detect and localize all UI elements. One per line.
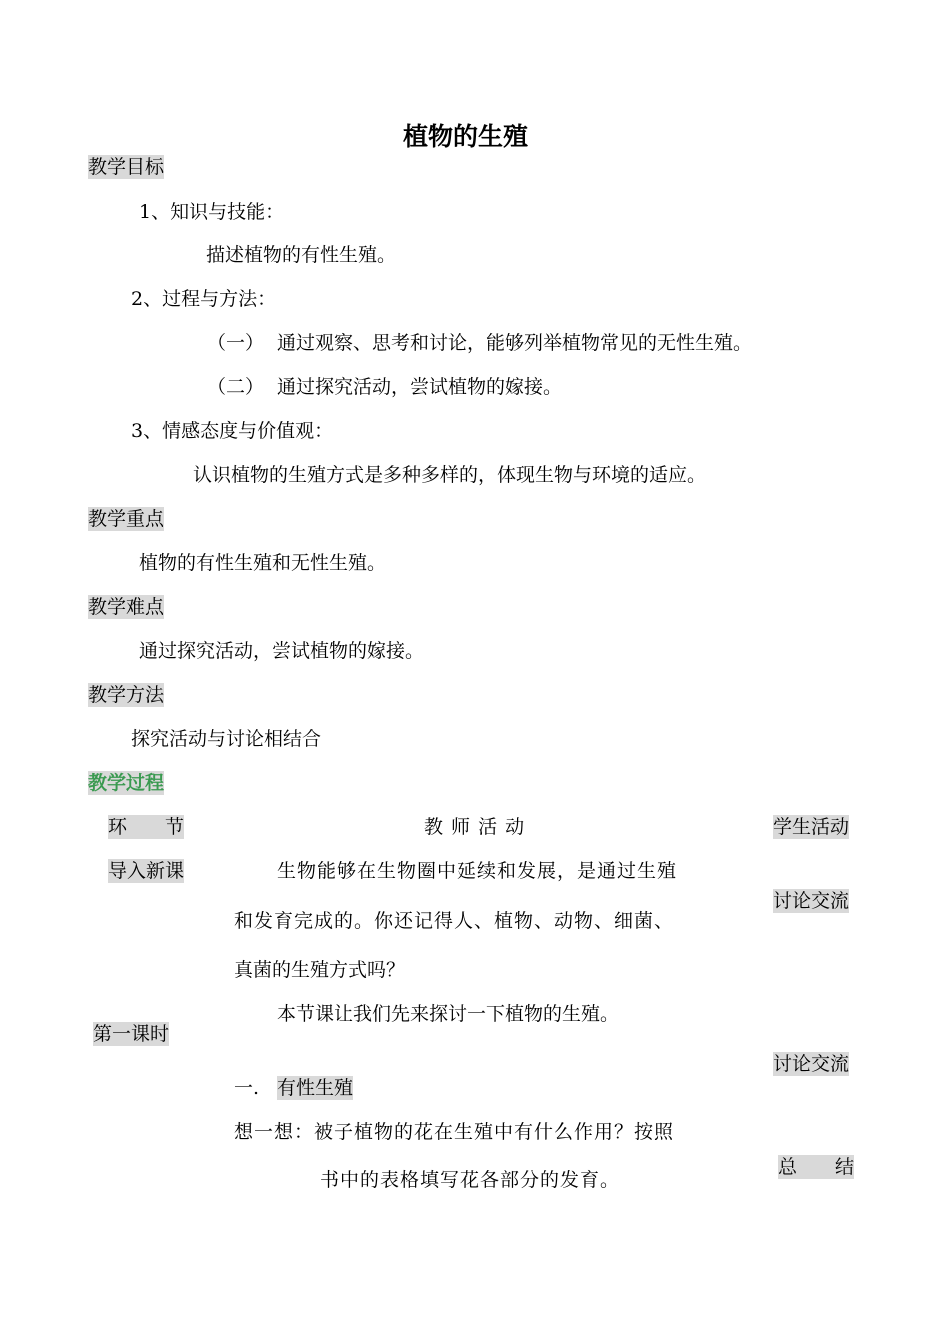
stage-intro: 导入新课 bbox=[108, 860, 185, 882]
student-activity-1: 讨论交流 bbox=[773, 890, 850, 912]
column-header-stage: 环 节 bbox=[108, 816, 185, 838]
methods-heading: 教学方法 bbox=[88, 684, 165, 706]
student-activity-3: 总 结 bbox=[778, 1156, 855, 1178]
think-line-1: 想一想：被子植物的花在生殖中有什么作用？按照 bbox=[234, 1121, 675, 1143]
difficulties-heading: 教学难点 bbox=[88, 596, 165, 618]
objective-2-sub1-text: 通过观察、思考和讨论，能够列举植物常见的无性生殖。 bbox=[277, 332, 753, 354]
difficulties-text: 通过探究活动，尝试植物的嫁接。 bbox=[139, 640, 425, 662]
section-1-number: 一. bbox=[234, 1077, 260, 1099]
objective-2-label: 2、过程与方法： bbox=[131, 288, 277, 310]
teacher-activity-line-1: 生物能够在生物圈中延续和发展，是通过生殖 bbox=[277, 860, 678, 882]
objective-3-text: 认识植物的生殖方式是多种多样的，体现生物与环境的适应。 bbox=[193, 464, 707, 486]
objective-2-sub2-text: 通过探究活动，尝试植物的嫁接。 bbox=[277, 376, 563, 398]
column-header-teacher: 教 师 活 动 bbox=[424, 816, 526, 838]
student-activity-2: 讨论交流 bbox=[773, 1053, 850, 1075]
methods-text: 探究活动与讨论相结合 bbox=[131, 728, 322, 750]
objective-3-label: 3、情感态度与价值观： bbox=[131, 420, 334, 442]
teacher-activity-line-3: 真菌的生殖方式吗？ bbox=[234, 959, 406, 981]
objective-1-label: 1、知识与技能： bbox=[139, 201, 285, 223]
objective-2-sub2-num: （二） bbox=[207, 376, 265, 398]
objective-2-sub1-num: （一） bbox=[207, 332, 265, 354]
section-1-title: 有性生殖 bbox=[277, 1077, 354, 1099]
column-header-student: 学生活动 bbox=[773, 816, 850, 838]
teacher-activity-line-2: 和发育完成的。你还记得人、植物、动物、细菌、 bbox=[234, 910, 675, 932]
teacher-activity-line-4: 本节课让我们先来探讨一下植物的生殖。 bbox=[277, 1003, 620, 1025]
key-points-heading: 教学重点 bbox=[88, 508, 165, 530]
objectives-heading: 教学目标 bbox=[88, 156, 165, 178]
page-title: 植物的生殖 bbox=[403, 122, 529, 151]
think-line-2: 书中的表格填写花各部分的发育。 bbox=[320, 1169, 621, 1191]
key-points-text: 植物的有性生殖和无性生殖。 bbox=[139, 552, 387, 574]
stage-lesson-1: 第一课时 bbox=[93, 1023, 170, 1045]
objective-1-text: 描述植物的有性生殖。 bbox=[206, 244, 397, 266]
process-heading: 教学过程 bbox=[88, 772, 165, 794]
